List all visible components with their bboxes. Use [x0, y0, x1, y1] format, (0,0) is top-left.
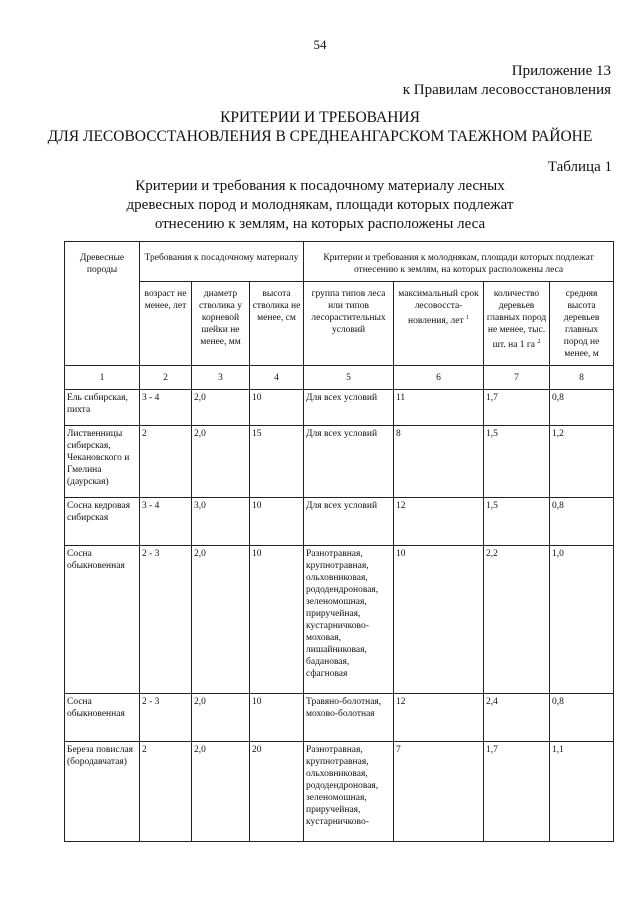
- cell-term: 7: [394, 742, 484, 842]
- cell-species: Береза повислая (бородавчатая): [65, 742, 140, 842]
- header-avg-height: средняя высота деревьев главных пород не менее, м: [550, 282, 614, 366]
- cell-diameter: 2,0: [192, 390, 250, 426]
- cell-conditions: Для всех условий: [304, 426, 394, 498]
- cell-term: 12: [394, 498, 484, 546]
- header-forest-type-group: группа типов леса или типов лесорастительных условий: [304, 282, 394, 366]
- table-row: [65, 546, 614, 694]
- cell-height: 20: [250, 742, 304, 842]
- footnote-2-mark: 2: [537, 339, 541, 345]
- table-label: Таблица 1: [547, 159, 612, 175]
- table-row: [65, 390, 614, 426]
- cell-age: 3 - 4: [140, 498, 192, 546]
- caption-line-1: Критерии и требования к посадочному материалу лесных: [135, 178, 505, 194]
- caption-line-2: древесных пород и молоднякам, площади которых подлежат: [126, 197, 514, 213]
- cell-term: 11: [394, 390, 484, 426]
- cell-avg-height: 1,2: [550, 426, 614, 498]
- cell-term: 10: [394, 546, 484, 694]
- cell-diameter: 2,0: [192, 426, 250, 498]
- page-number: 54: [313, 37, 327, 52]
- column-number: 5: [304, 366, 394, 390]
- cell-age: 2 - 3: [140, 694, 192, 742]
- title-line-1: КРИТЕРИИ И ТРЕБОВАНИЯ: [220, 109, 420, 126]
- header-tree-count: [484, 282, 550, 366]
- column-number: 2: [140, 366, 192, 390]
- cell-count: 1,5: [484, 498, 550, 546]
- appendix-reference: [403, 62, 611, 100]
- column-number: 1: [65, 366, 140, 390]
- header-planting-material: Требования к посадочному материалу: [140, 242, 304, 282]
- cell-term: 8: [394, 426, 484, 498]
- cell-count: 2,2: [484, 546, 550, 694]
- cell-species: Сосна кедровая сибирская: [65, 498, 140, 546]
- cell-species: Сосна обыкновенная: [65, 546, 140, 694]
- caption-line-3: отнесению к землям, на которых расположены леса: [154, 216, 486, 232]
- header-age: возраст не менее, лет: [140, 282, 192, 366]
- cell-height: 10: [250, 546, 304, 694]
- header-species: Древесные породы: [65, 242, 140, 366]
- header-max-term: [394, 282, 484, 366]
- cell-count: 1,5: [484, 426, 550, 498]
- criteria-table: [64, 241, 614, 842]
- cell-age: 2: [140, 426, 192, 498]
- cell-avg-height: 0,8: [550, 390, 614, 426]
- header-max-term-text: максимальный срок лесовосста- новления, лет: [398, 289, 479, 327]
- table-row: [65, 498, 614, 546]
- cell-conditions: Разнотравная, крупнотравная, ольховниковая, рододендроновая, зеленомошная, приручейная, кустарничково-моховая, лишайниковая, бадановая, сфагновая: [304, 546, 394, 694]
- cell-diameter: 3,0: [192, 498, 250, 546]
- column-number: 4: [250, 366, 304, 390]
- header-diameter: диаметр стволика у корневой шейки не менее, мм: [192, 282, 250, 366]
- cell-conditions: Разнотравная, крупнотравная, ольховниковая, рододендроновая, зеленомошная, приручейная, кустарничково-: [304, 742, 394, 842]
- table-caption: [0, 177, 640, 234]
- table-row: [65, 426, 614, 498]
- cell-avg-height: 0,8: [550, 498, 614, 546]
- cell-conditions: Для всех условий: [304, 498, 394, 546]
- table-row: [65, 694, 614, 742]
- cell-diameter: 2,0: [192, 742, 250, 842]
- header-height: высота стволика не менее, см: [250, 282, 304, 366]
- cell-height: 10: [250, 498, 304, 546]
- column-number: 3: [192, 366, 250, 390]
- cell-age: 2 - 3: [140, 546, 192, 694]
- footnote-1-mark: 1: [465, 315, 469, 321]
- cell-avg-height: 0,8: [550, 694, 614, 742]
- table-row: [65, 742, 614, 842]
- cell-age: 3 - 4: [140, 390, 192, 426]
- cell-height: 10: [250, 390, 304, 426]
- cell-diameter: 2,0: [192, 546, 250, 694]
- cell-conditions: Для всех условий: [304, 390, 394, 426]
- cell-conditions: Травяно-болотная, мохово-болотная: [304, 694, 394, 742]
- cell-avg-height: 1,1: [550, 742, 614, 842]
- cell-diameter: 2,0: [192, 694, 250, 742]
- appendix-line-1: Приложение 13: [511, 63, 611, 79]
- cell-count: 1,7: [484, 390, 550, 426]
- title-line-2: ДЛЯ ЛЕСОВОССТАНОВЛЕНИЯ В СРЕДНЕАНГАРСКОМ ТАЕЖНОМ РАЙОНЕ: [47, 128, 593, 145]
- document-title: [0, 108, 640, 146]
- cell-height: 10: [250, 694, 304, 742]
- cell-count: 1,7: [484, 742, 550, 842]
- cell-height: 15: [250, 426, 304, 498]
- column-number: 8: [550, 366, 614, 390]
- header-young-stands: Критерии и требования к молоднякам, площади которых подлежат отнесению к землям, на которых расположены леса: [304, 242, 614, 282]
- appendix-line-2: к Правилам лесовосстановления: [402, 82, 611, 98]
- column-number: 7: [484, 366, 550, 390]
- column-number: 6: [394, 366, 484, 390]
- header-tree-count-text: количество деревьев главных пород не менее, тыс. шт. на 1 га: [486, 289, 547, 351]
- cell-species: Сосна обыкновенная: [65, 694, 140, 742]
- cell-count: 2,4: [484, 694, 550, 742]
- cell-species: Ель сибирская, пихта: [65, 390, 140, 426]
- cell-age: 2: [140, 742, 192, 842]
- cell-avg-height: 1,0: [550, 546, 614, 694]
- cell-term: 12: [394, 694, 484, 742]
- cell-species: Лиственницы сибирская, Чекановского и Гмелина (даурская): [65, 426, 140, 498]
